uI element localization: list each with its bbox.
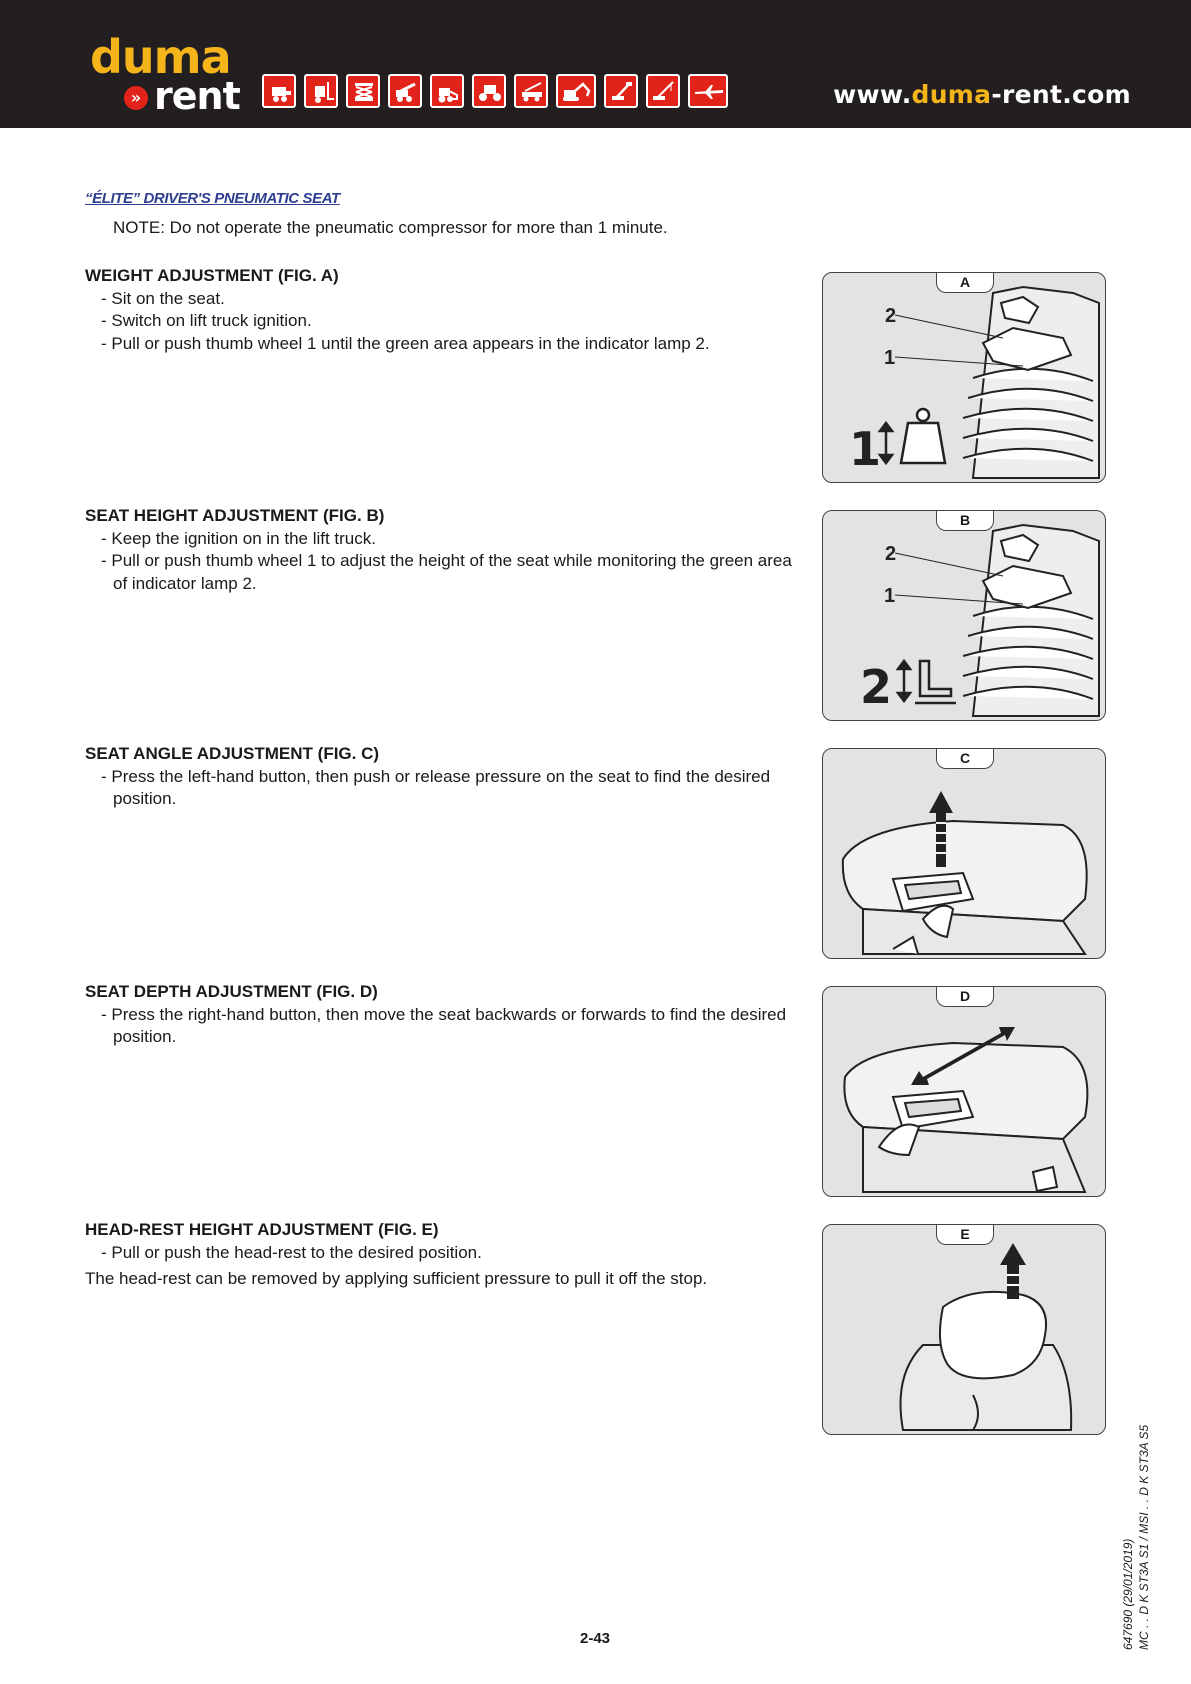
instruction-block-seat-depth bbox=[85, 981, 805, 1049]
machine-icon-strip bbox=[262, 74, 728, 110]
up-arrow-icon bbox=[1000, 1243, 1026, 1299]
page-number: 2-43 bbox=[580, 1630, 611, 1647]
instruction-item: - Pull or push thumb wheel 1 to adjust the height of the seat while monitoring the green area of indicator lamp 2. bbox=[101, 551, 792, 593]
website-url[interactable]: www.duma-rent.com bbox=[833, 80, 1131, 109]
aircraft-icon bbox=[688, 74, 728, 108]
seat-cushion-illustration bbox=[823, 749, 1106, 959]
seat-control-illustration bbox=[823, 273, 1106, 483]
skid-steer-icon bbox=[262, 74, 296, 108]
block-heading: SEAT DEPTH ADJUSTMENT (FIG. D) bbox=[85, 982, 378, 1001]
instruction-item: - Keep the ignition on in the lift truck. bbox=[101, 528, 376, 548]
truck-crane-icon bbox=[646, 74, 680, 108]
up-down-arrow-icon bbox=[880, 423, 892, 463]
figure-e-head-rest bbox=[822, 1224, 1106, 1435]
instruction-item: - Press the right-hand button, then move the seat backwards or forwards to find the desired position. bbox=[101, 1004, 787, 1046]
instruction-block-seat-height bbox=[85, 505, 805, 595]
block-heading: SEAT HEIGHT ADJUSTMENT (FIG. B) bbox=[85, 506, 385, 525]
figure-b-seat-height bbox=[822, 510, 1106, 721]
page-header bbox=[0, 0, 1191, 128]
head-rest-illustration bbox=[823, 1225, 1106, 1435]
document-reference-line2: MC . . D K ST3A S1 / MSI . . D K ST3A S5 bbox=[1137, 1424, 1151, 1650]
logo-wordmark-bottom: rent bbox=[154, 74, 240, 118]
seat-icon bbox=[915, 661, 956, 703]
callout-1: 1 bbox=[884, 585, 896, 607]
figure-a-weight bbox=[822, 272, 1106, 483]
instruction-footer-note: The head-rest can be removed by applying sufficient pressure to pull it off the stop. bbox=[85, 1269, 708, 1288]
callout-2: 2 bbox=[885, 543, 897, 565]
scissor-lift-icon bbox=[346, 74, 380, 108]
block-heading: HEAD-REST HEIGHT ADJUSTMENT (FIG. E) bbox=[85, 1220, 439, 1239]
excavator-icon bbox=[556, 74, 596, 108]
loader-icon bbox=[430, 74, 464, 108]
figure-d-seat-depth bbox=[822, 986, 1106, 1197]
block-heading: SEAT ANGLE ADJUSTMENT (FIG. C) bbox=[85, 744, 380, 763]
logo-arrow-icon: » bbox=[124, 86, 148, 110]
up-down-arrow-icon bbox=[898, 661, 910, 701]
boom-lift-icon bbox=[604, 74, 638, 108]
figure-label: D bbox=[936, 987, 994, 1007]
symbol-number: 1 bbox=[849, 422, 882, 476]
instruction-item: - Pull or push the head-rest to the desired position. bbox=[101, 1242, 482, 1262]
document-reference-line1: 647690 (29/01/2019) bbox=[1121, 1538, 1135, 1650]
seat-control-illustration bbox=[823, 511, 1106, 721]
seat-cushion-illustration bbox=[823, 987, 1106, 1197]
symbol-number: 2 bbox=[860, 660, 893, 714]
figure-label: B bbox=[936, 511, 994, 531]
section-title: “ÉLITE” DRIVER'S PNEUMATIC SEAT bbox=[85, 190, 340, 207]
instruction-block-seat-angle bbox=[85, 743, 805, 811]
section-note: NOTE: Do not operate the pneumatic compressor for more than 1 minute. bbox=[113, 218, 668, 237]
figure-label: A bbox=[936, 273, 994, 293]
figure-label: E bbox=[936, 1225, 994, 1245]
figure-label: C bbox=[936, 749, 994, 769]
duma-rent-logo bbox=[90, 30, 240, 118]
callout-2: 2 bbox=[885, 305, 897, 327]
figure-c-seat-angle bbox=[822, 748, 1106, 959]
instruction-item: - Press the left-hand button, then push or release pressure on the seat to find the desired position. bbox=[101, 766, 771, 808]
callout-1: 1 bbox=[884, 347, 896, 369]
forklift-icon bbox=[304, 74, 338, 108]
telehandler-icon bbox=[388, 74, 422, 108]
instruction-block-head-rest bbox=[85, 1219, 805, 1291]
weight-icon bbox=[901, 409, 945, 463]
instruction-item: - Pull or push thumb wheel 1 until the green area appears in the indicator lamp 2. bbox=[101, 333, 710, 353]
crane-truck-icon bbox=[514, 74, 548, 108]
logo-wordmark-top: duma bbox=[90, 30, 231, 84]
block-heading: WEIGHT ADJUSTMENT (FIG. A) bbox=[85, 266, 339, 285]
instruction-block-weight bbox=[85, 265, 805, 355]
instruction-item: - Sit on the seat. bbox=[101, 288, 225, 308]
document-reference bbox=[1120, 1425, 1152, 1650]
compactor-icon bbox=[472, 74, 506, 108]
instruction-item: - Switch on lift truck ignition. bbox=[101, 311, 312, 330]
